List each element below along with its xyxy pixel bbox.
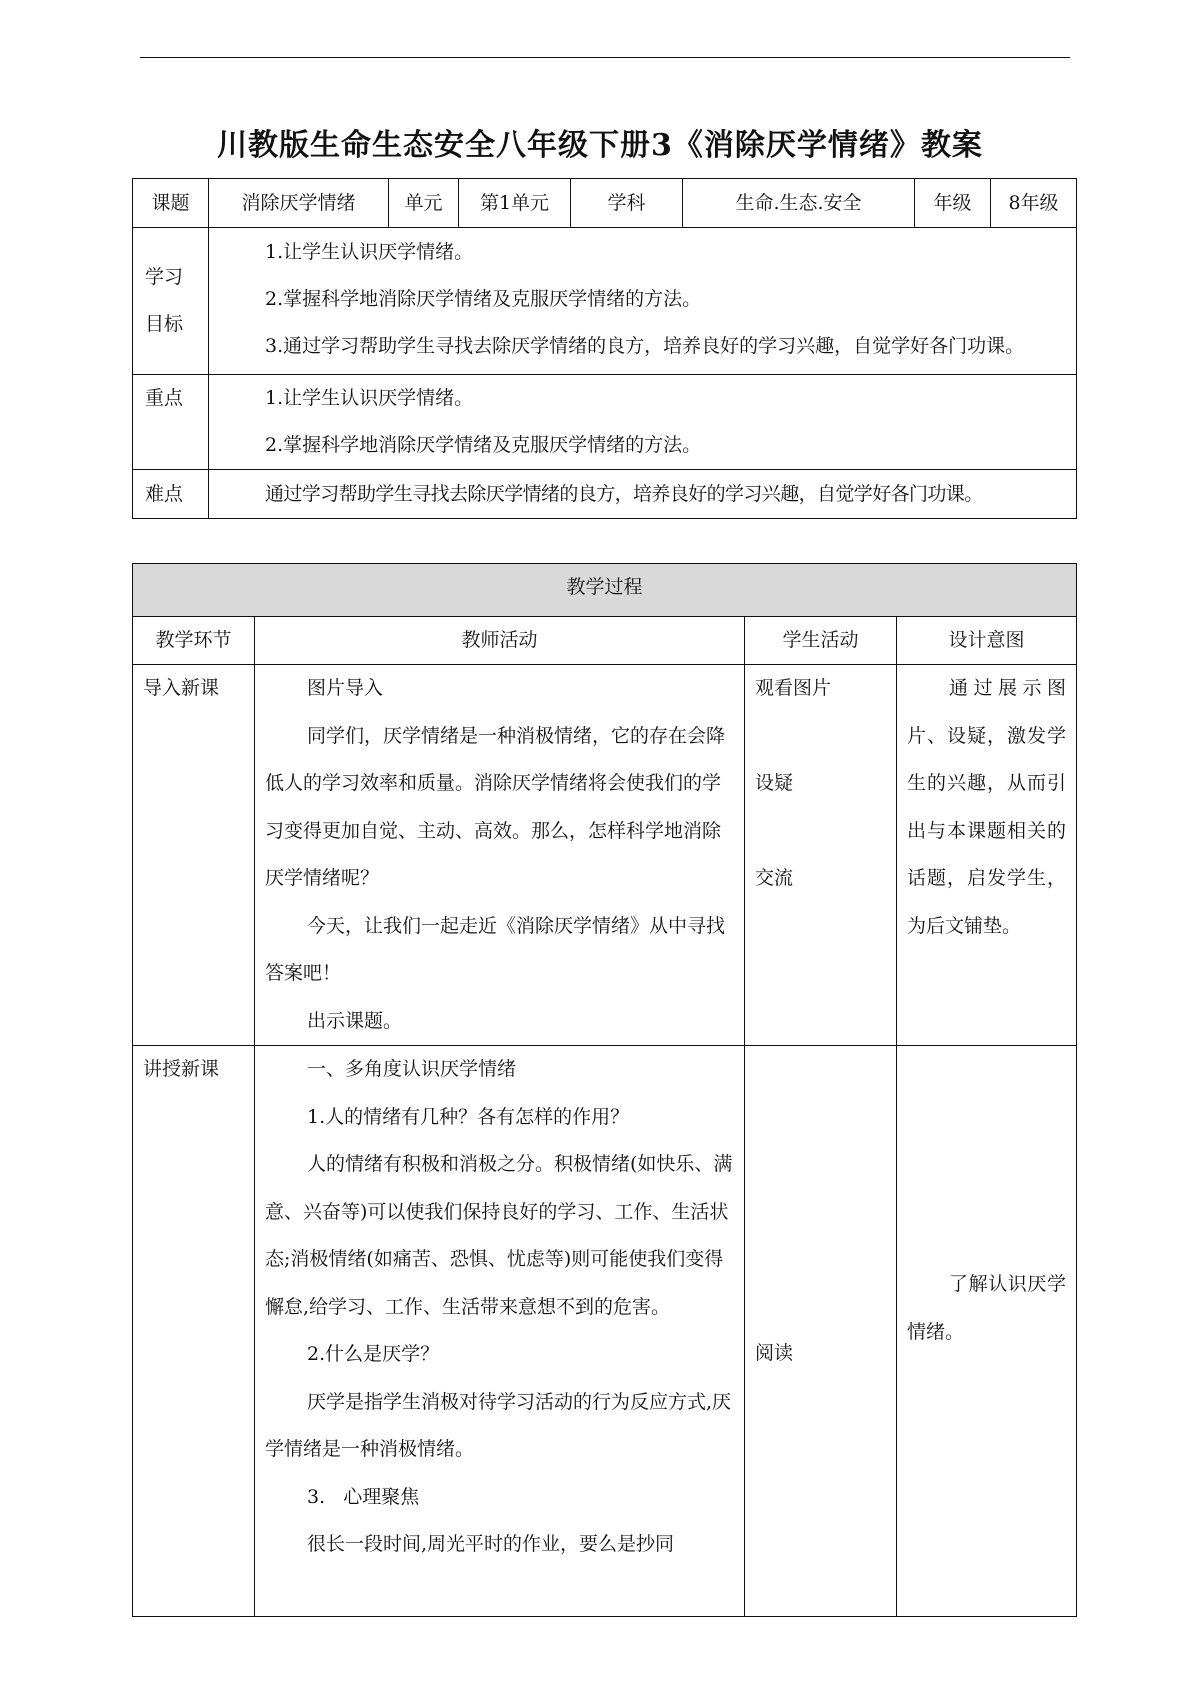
teacher-paragraph: 图片导入: [307, 677, 384, 699]
objectives-content: [209, 228, 1077, 375]
student-activity: 观看图片: [755, 677, 832, 699]
difficulty-content: [209, 470, 1077, 519]
teacher-paragraph: 人的情绪有积极和消极之分。积极情绪(如快乐、满意、兴奋等)可以使我们保持良好的学习、工作、生活状态;消极情绪(如痛苦、恐惧、忧虑等)则可能使我们变得懈怠,给学习、工作、生活带来意想不到的危害。: [265, 1153, 733, 1318]
design-intent-cell: [897, 665, 1077, 1046]
process-row-new-lesson: [133, 1046, 1077, 1617]
teacher-paragraph: 出示课题。: [307, 1009, 403, 1032]
unit-value: 第1单元: [459, 179, 571, 228]
teacher-paragraph: 1.人的情绪有几种？各有怎样的作用？: [307, 1105, 630, 1128]
teacher-activity-cell: [255, 1046, 745, 1617]
teacher-paragraph: 很长一段时间,周光平时的作业，要么是抄同: [307, 1533, 675, 1555]
student-activity: 交流: [755, 867, 794, 889]
objectives-label-line2: 目标: [145, 313, 184, 335]
difficulty-row: [133, 470, 1077, 519]
process-band-row: [133, 564, 1077, 617]
unit-label: 单元: [389, 179, 459, 228]
teaching-process-table: [132, 563, 1077, 1617]
key-points-row: [133, 375, 1077, 470]
teacher-paragraph: 3. 心理聚焦: [307, 1485, 420, 1508]
document-title: 川教版生命生态安全八年级下册3《消除厌学情绪》教案: [217, 128, 983, 163]
teacher-paragraph: 今天，让我们一起走近《消除厌学情绪》从中寻找答案吧！: [265, 914, 726, 984]
subject-value: 生命.生态.安全: [683, 179, 915, 228]
teacher-paragraph: 2.什么是厌学？: [307, 1343, 440, 1365]
design-intent-text: 了解认识厌学情绪。: [907, 1273, 1067, 1343]
process-header-row: [133, 617, 1077, 665]
design-intent-text: 通过展示图片、设疑，激发学生的兴趣，从而引出与本课题相关的话题，启发学生，为后文铺垫。: [907, 677, 1067, 937]
key-point-item: 2.掌握科学地消除厌学情绪及克服厌学情绪的方法。: [265, 434, 702, 456]
key-points-content: [209, 375, 1077, 470]
header-stage: 教学环节: [133, 617, 255, 665]
objectives-label-line1: 学习: [145, 266, 184, 288]
key-point-item: 1.让学生认识厌学情绪。: [265, 387, 474, 409]
grade-label: 年级: [915, 179, 991, 228]
header-rule: [140, 57, 1070, 58]
lesson-info-table: [132, 178, 1077, 519]
objective-item: 2.掌握科学地消除厌学情绪及克服厌学情绪的方法。: [265, 288, 702, 310]
teacher-paragraph: 同学们，厌学情绪是一种消极情绪，它的存在会降低人的学习效率和质量。消除厌学情绪将会使我们的学习变得更加自觉、主动、高效。那么，怎样科学地消除厌学情绪呢？: [265, 724, 726, 889]
difficulty-label: 难点: [133, 470, 209, 519]
objective-item: 1.让学生认识厌学情绪。: [265, 241, 474, 263]
stage-cell: 讲授新课: [133, 1046, 255, 1617]
process-row-intro: [133, 665, 1077, 1046]
difficulty-text: 通过学习帮助学生寻找去除厌学情绪的良方，培养良好的学习兴趣，自觉学好各门功课。: [265, 483, 983, 505]
objective-item: 3.通过学习帮助学生寻找去除厌学情绪的良方，培养良好的学习兴趣，自觉学好各门功课。: [265, 335, 1025, 357]
info-row: [133, 179, 1077, 228]
subject-label: 学科: [571, 179, 683, 228]
topic-value: 消除厌学情绪: [209, 179, 389, 228]
design-intent-cell: [897, 1046, 1077, 1617]
header-teacher: 教师活动: [255, 617, 745, 665]
header-student: 学生活动: [745, 617, 897, 665]
student-activity-cell: [745, 1046, 897, 1617]
student-activity: 阅读: [755, 1341, 794, 1364]
topic-label: 课题: [133, 179, 209, 228]
key-points-label: 重点: [133, 375, 209, 470]
teacher-paragraph: 一、多角度认识厌学情绪: [307, 1058, 517, 1080]
student-activity-cell: [745, 665, 897, 1046]
student-activity: 设疑: [755, 772, 794, 794]
process-band-title: 教学过程: [133, 564, 1077, 617]
header-intent: 设计意图: [897, 617, 1077, 665]
objectives-row: [133, 228, 1077, 375]
grade-value: 8年级: [991, 179, 1077, 228]
teacher-activity-cell: [255, 665, 745, 1046]
objectives-label: [133, 228, 209, 375]
stage-cell: 导入新课: [133, 665, 255, 1046]
teacher-paragraph: 厌学是指学生消极对待学习活动的行为反应方式,厌学情绪是一种消极情绪。: [265, 1390, 732, 1460]
